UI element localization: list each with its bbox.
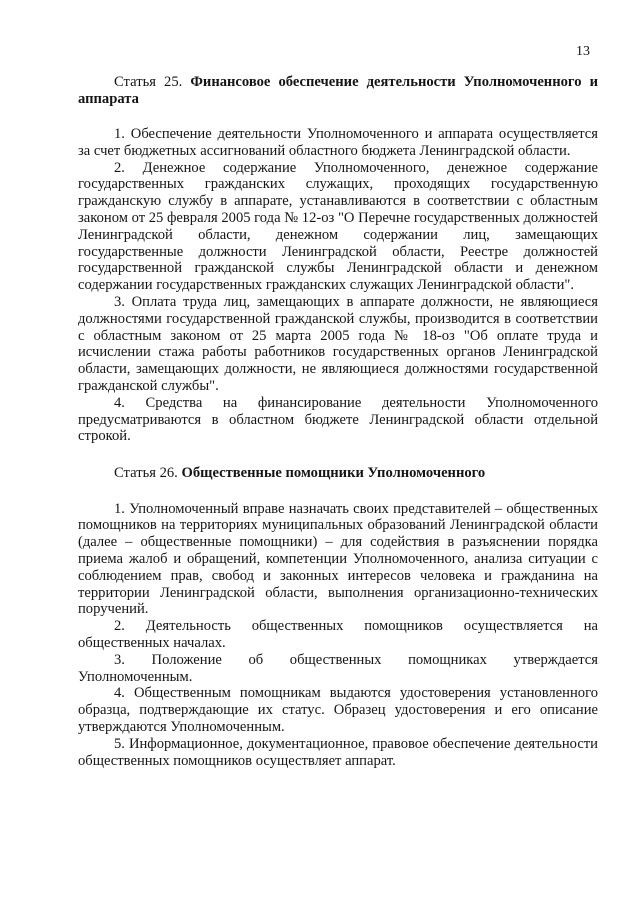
article-25-paragraph-2: 2. Денежное содержание Уполномоченного, денежное содержание государственных гражданских служащих, проходящих государственную гражданскую службу в аппарате, устанавливаются в соответствии с областным законом от 25 февраля 2005 года № 12-оз "О Перечне государственных должностей Ленинградской области, денежном содержании лиц, замещающих государственные должности Ленинградской области, Реестре должностей государственной гражданской службы Ленинградской области и денежном содержании государственных гражданских служащих Ленинградской области". [78,159,598,294]
article-25-paragraph-3: 3. Оплата труда лиц, замещающих в аппарате должности, не являющиеся должностями государственной гражданской службы, производится в соответствии с областным законом от 25 марта 2005 года № 18-оз "Об оплате труда и исчислении стажа работы работников государственных органов Ленинградской области, замещающих должности, не являющиеся должностями государственной гражданской службы". [78,293,598,394]
article-26 [78,465,598,769]
article-26-paragraph-1: 1. Уполномоченный вправе назначать своих представителей – общественных помощников на территориях муниципальных образований Ленинградской области (далее – общественные помощники) – для содействия в разъяснении порядка приема жалоб и обращений, компетенции Уполномоченного, анализа ситуации с соблюдением прав, свобод и законных интересов человека и гражданина на территории Ленинградской области, выполнения организационно-технических поручений. [78,500,598,618]
page-number: 13 [576,44,590,59]
article-25-title: Финансовое обеспечение деятельности Уполномоченного и аппарата [78,74,598,107]
article-26-paragraph-5: 5. Информационное, документационное, правовое обеспечение деятельности общественных помощников осуществляет аппарат. [78,735,598,769]
article-26-heading [78,465,598,482]
article-26-title: Общественные помощники Уполномоченного [181,465,486,482]
article-26-label: Статья 26. [114,465,178,482]
article-25-paragraph-4: 4. Средства на финансирование деятельности Уполномоченного предусматриваются в областном бюджете Ленинградской области отдельной строкой. [78,394,598,445]
document-body [78,74,598,769]
article-25 [78,74,598,445]
article-25-paragraph-1: 1. Обеспечение деятельности Уполномоченного и аппарата осуществляется за счет бюджетных ассигнований областного бюджета Ленинградской области. [78,126,598,159]
article-25-heading [78,74,598,107]
article-26-paragraph-4: 4. Общественным помощникам выдаются удостоверения установленного образца, подтверждающие их статус. Образец удостоверения и его описание утверждаются Уполномоченным. [78,685,598,735]
article-26-paragraph-2: 2. Деятельность общественных помощников осуществляется на общественных началах. [78,618,598,652]
article-25-label: Статья 25. [114,74,183,90]
article-26-paragraph-3: 3. Положение об общественных помощниках утверждается Уполномоченным. [78,651,598,685]
